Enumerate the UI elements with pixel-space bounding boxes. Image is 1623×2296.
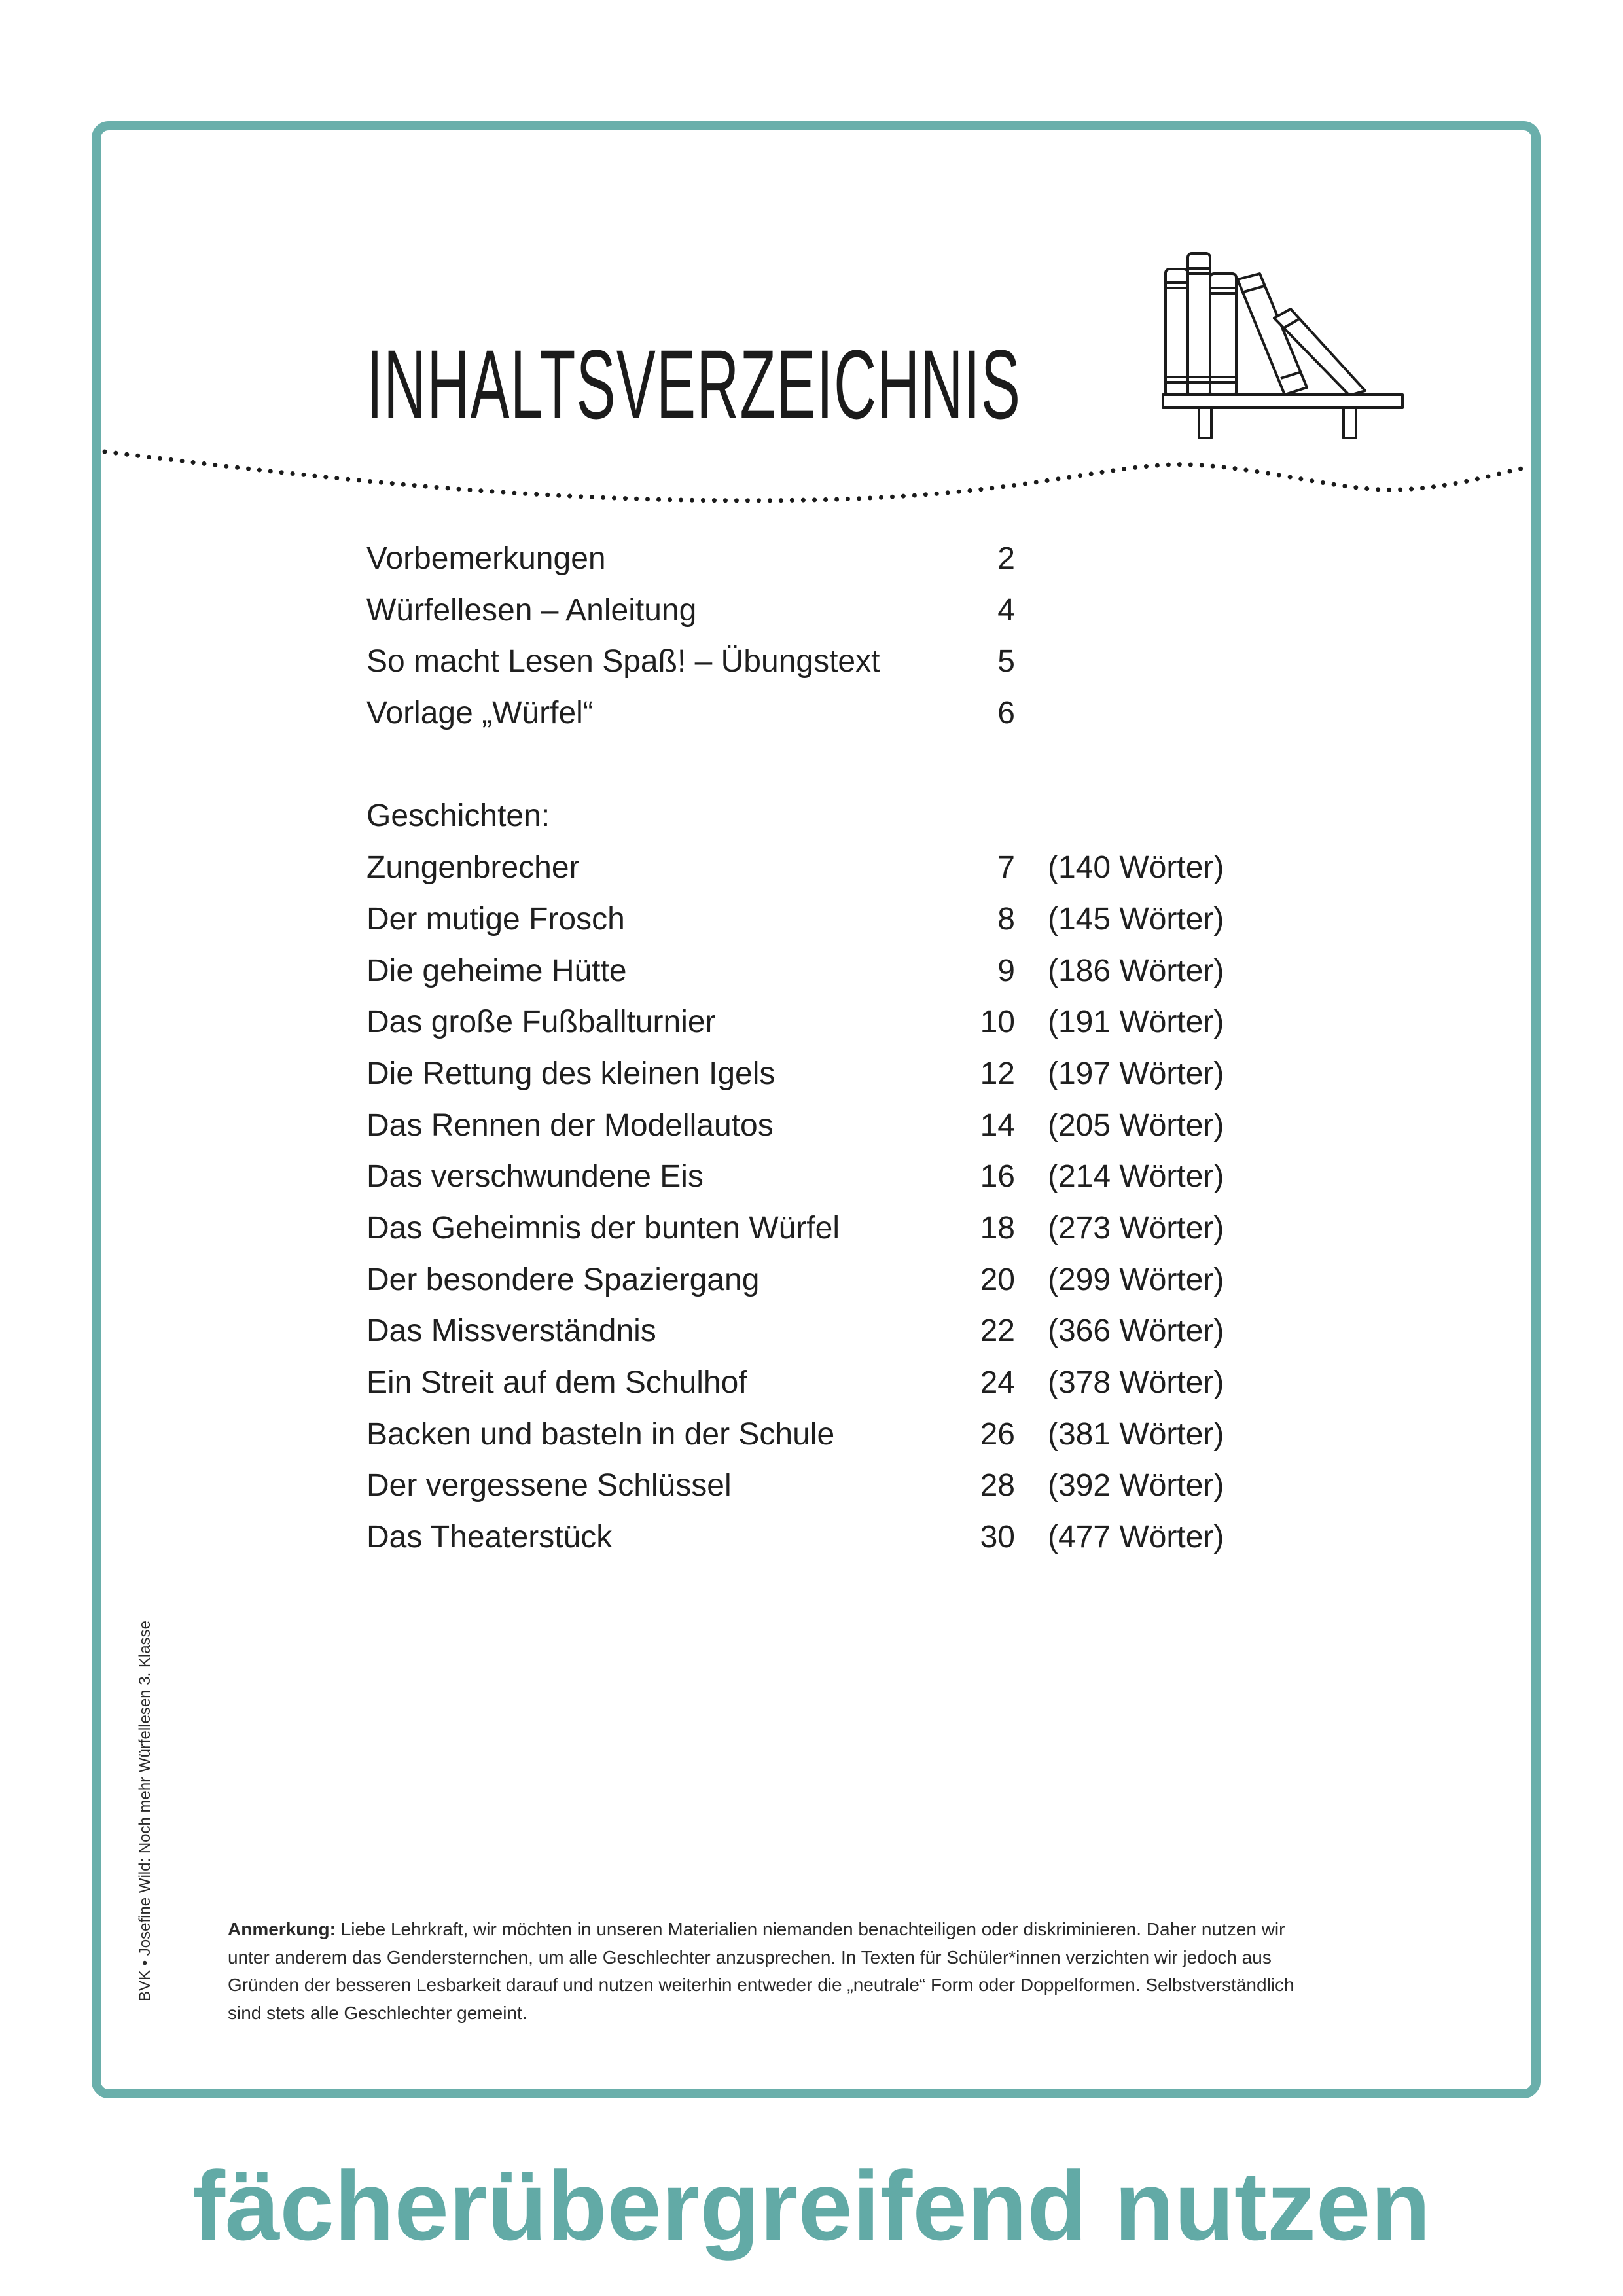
toc-row[interactable] (366, 894, 1224, 946)
toc-word-count: (197 Wörter) (1048, 1056, 1224, 1091)
toc-row[interactable] (366, 842, 1224, 894)
toc-row[interactable] (366, 1460, 1224, 1512)
toc-title: Vorbemerkungen (366, 541, 606, 576)
toc-title: Würfellesen – Anleitung (366, 592, 697, 628)
toc-title: Der vergessene Schlüssel (366, 1468, 732, 1503)
toc-page: 14 (980, 1107, 1015, 1143)
toc-title: Backen und basteln in der Schule (366, 1416, 835, 1452)
toc-word-count: (366 Wörter) (1048, 1314, 1224, 1349)
toc-title: Das Rennen der Modellautos (366, 1107, 774, 1143)
toc-word-count: (299 Wörter) (1048, 1262, 1224, 1297)
toc-word-count: (191 Wörter) (1048, 1005, 1224, 1040)
toc-row[interactable] (366, 1306, 1224, 1357)
note-line: sind stets alle Geschlechter gemeint. (228, 2003, 527, 2024)
toc-word-count: (477 Wörter) (1048, 1520, 1224, 1555)
table-of-contents (366, 533, 1224, 1564)
toc-row[interactable] (366, 946, 1224, 997)
toc-row[interactable] (366, 533, 1224, 585)
toc-row[interactable] (366, 1255, 1224, 1306)
toc-word-count: (378 Wörter) (1048, 1365, 1224, 1400)
note-line: unter anderem das Gendersternchen, um alle Geschlechter anzusprechen. In Texten für Schüler*innen verzichten wir jedoch aus (228, 1946, 1272, 1967)
toc-row[interactable] (366, 585, 1224, 637)
toc-title: Das Geheimnis der bunten Würfel (366, 1210, 840, 1246)
dotted-divider (0, 432, 1623, 517)
toc-page: 18 (980, 1210, 1015, 1246)
stories-heading: Geschichten: (366, 798, 550, 834)
toc-page: 4 (997, 592, 1015, 628)
page-title: INHALTSVERZEICHNIS (366, 329, 1022, 439)
toc-page: 30 (980, 1520, 1015, 1555)
toc-title: Das verschwundene Eis (366, 1159, 704, 1194)
toc-title: Vorlage „Würfel“ (366, 696, 594, 731)
toc-title: Ein Streit auf dem Schulhof (366, 1365, 747, 1400)
toc-title: Das Theaterstück (366, 1520, 613, 1555)
toc-title: Die Rettung des kleinen Igels (366, 1056, 776, 1091)
toc-page: 9 (997, 953, 1015, 988)
side-credit: BVK • Josefine Wild: Noch mehr Würfellesen 3. Klasse (136, 1621, 154, 2001)
toc-page: 5 (997, 644, 1015, 679)
toc-word-count: (381 Wörter) (1048, 1416, 1224, 1452)
toc-row[interactable] (366, 1203, 1224, 1255)
toc-page: 7 (997, 850, 1015, 886)
toc-row[interactable] (366, 1100, 1224, 1152)
toc-page: 20 (980, 1262, 1015, 1297)
shelf-plank (1163, 395, 1402, 408)
toc-row[interactable] (366, 997, 1224, 1049)
toc-word-count: (140 Wörter) (1048, 850, 1224, 886)
toc-row[interactable] (366, 1049, 1224, 1100)
toc-row[interactable] (366, 1409, 1224, 1461)
toc-title: Das Missverständnis (366, 1314, 656, 1349)
toc-word-count: (205 Wörter) (1048, 1107, 1224, 1143)
toc-title: Der besondere Spaziergang (366, 1262, 760, 1297)
toc-row[interactable] (366, 1151, 1224, 1203)
toc-title: Die geheime Hütte (366, 953, 627, 988)
toc-page: 26 (980, 1416, 1015, 1452)
footer-tagline: fächerübergreifend nutzen (192, 2151, 1431, 2261)
note-line: Gründen der besseren Lesbarkeit darauf und nutzen weiterhin entweder die „neutrale“ Form oder Doppelformen. Selbstverständlich (228, 1975, 1294, 1996)
toc-page: 24 (980, 1365, 1015, 1400)
toc-page: 22 (980, 1314, 1015, 1349)
toc-word-count: (214 Wörter) (1048, 1159, 1224, 1194)
toc-page: 10 (980, 1005, 1015, 1040)
toc-word-count: (145 Wörter) (1048, 901, 1224, 937)
toc-page: 16 (980, 1159, 1015, 1194)
toc-title: Das große Fußballturnier (366, 1005, 716, 1040)
toc-row[interactable] (366, 1357, 1224, 1409)
toc-word-count: (392 Wörter) (1048, 1468, 1224, 1503)
toc-word-count: (273 Wörter) (1048, 1210, 1224, 1246)
toc-row[interactable] (366, 1512, 1224, 1564)
bookshelf-icon (1160, 249, 1408, 442)
toc-word-count: (186 Wörter) (1048, 953, 1224, 988)
toc-page: 6 (997, 696, 1015, 731)
toc-title: So macht Lesen Spaß! – Übungstext (366, 644, 880, 679)
toc-title: Der mutige Frosch (366, 901, 625, 937)
toc-row[interactable] (366, 636, 1224, 688)
note-line: Anmerkung: Liebe Lehrkraft, wir möchten in unseren Materialien niemanden benachteiligen oder diskriminieren. Daher nutzen wir (228, 1919, 1285, 1939)
toc-page: 12 (980, 1056, 1015, 1091)
toc-page: 8 (997, 901, 1015, 937)
toc-title: Zungenbrecher (366, 850, 580, 886)
toc-page: 2 (997, 541, 1015, 576)
toc-page: 28 (980, 1468, 1015, 1503)
toc-row[interactable] (366, 688, 1224, 740)
note-label: Anmerkung: (228, 1919, 336, 1939)
note (228, 1916, 1294, 2028)
